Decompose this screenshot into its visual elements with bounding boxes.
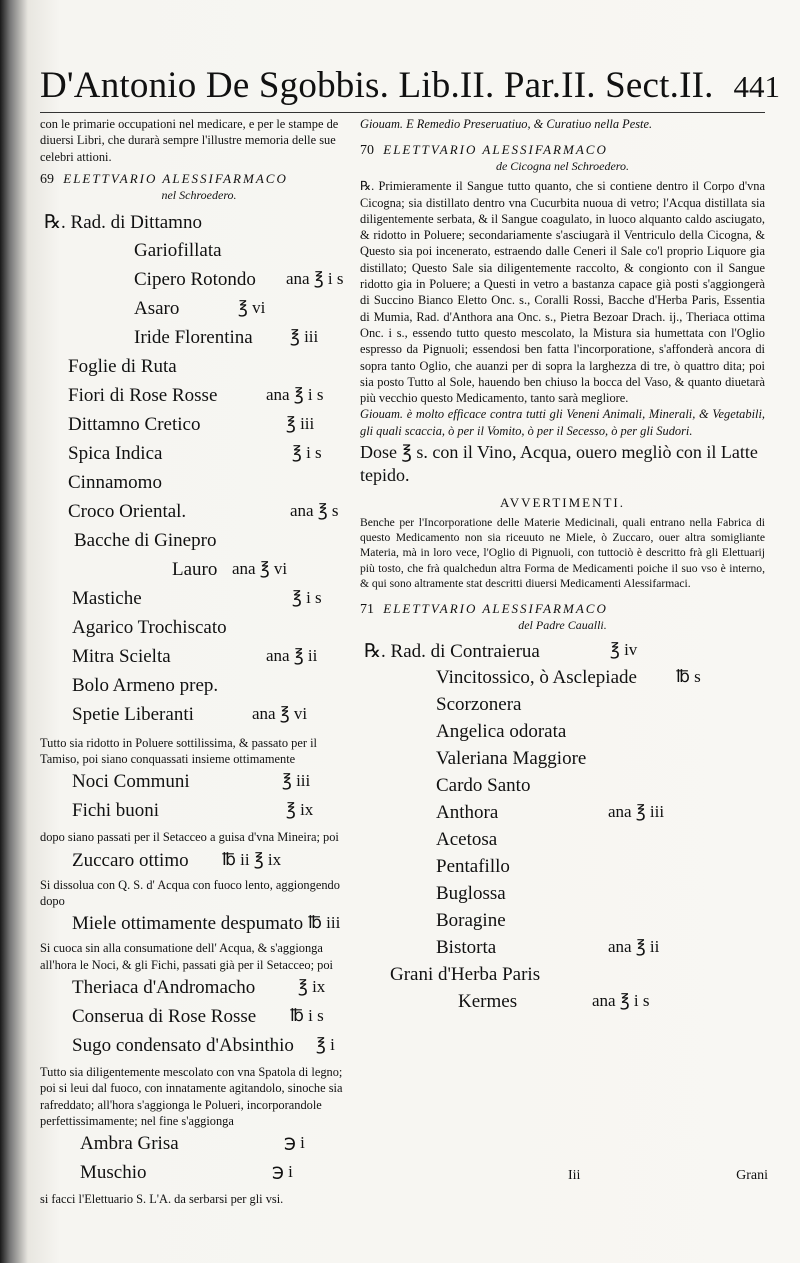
ingredient: Noci Communi [72, 771, 190, 793]
right-column [360, 116, 765, 1015]
section-subtitle: nel Schroedero. [161, 187, 237, 202]
section-subtitle: de Cicogna nel Schroedero. [495, 159, 630, 174]
recipe-list-1 [40, 207, 358, 729]
recipe-line [40, 352, 358, 381]
dose: ℥ iii [282, 771, 311, 791]
ingredient: Gariofillata [134, 239, 222, 261]
left-column [40, 116, 358, 1207]
ingredient: Zuccaro ottimo [72, 849, 189, 871]
procedure-text: ℞. Primieramente il Sangue tutto quanto, che si contiene dentro il Corpo d'vna Cicogna; sia distillato dentro vna Cucurbita nuoua di vetro; l'Acqua distillata sia diligentemente serbata, & il Sangue coagulato, in luoco alquanto caldo asciugato, & ridotto in Poluere; secondariamente s'asciugarà il Ventriculo della Cicogna, & Questo sia poi incenerato, estraendo dalle Ceneri il Sale co'l proprio Liquore gia distillato; Questo Sale sia diligentemente raccolto, & congionto con il Sangue ridotto gia in Poluere; a Questi in vetro a bastanza capace già posti s'aggiongerà di Succino Bianco Eletto Onc. s., Coralli Rossi, Bacche d'Herba Paris, Essentia di Mumia, Rad. d'Anthora ana Onc. s., Pietra Bezoar Drach. ij., Theriaca ottima Onc. i s., essendo tutto questo mescolato, la Mistura sia humettata con l'Oglio espresso da Pignuoli; essendosi ben fatta l'incorporatione, s'affonderà ancora di sopra tanto Oglio, che auanzi per di sopra la larghezza di tre, ò quattro dita; poi sia posto Tutto al Sole, hauendo ben chiuso la bocca del Vaso, & quanto diuetarà più vecchio questo Medicamento, tanto sarà megliore. [360, 179, 765, 406]
ingredient: Spetie Liberanti [72, 703, 194, 725]
ingredient: Sugo condensato d'Absinthio [72, 1034, 294, 1056]
dose: ana ℥ vi [252, 703, 308, 723]
instruction-text: Si cuoca sin alla consumatione dell' Acqua, & s'aggionga all'hora le Noci, & gli Fichi, passati già per il Setacceo; poi [40, 941, 333, 972]
recipe-line [40, 671, 358, 700]
recipe-line [40, 909, 358, 938]
section-number: 71 [360, 602, 374, 618]
recipe-line [360, 691, 765, 718]
dose: ℥ ix [298, 976, 326, 996]
recipe-line [40, 439, 358, 468]
recipe-line [360, 772, 765, 799]
recipe-line [40, 381, 358, 410]
dose: ℔ iii [308, 913, 341, 933]
recipe-line [360, 880, 765, 907]
dose: ℥ ix [286, 800, 314, 820]
instruction-text: Si dissolua con Q. S. d' Acqua con fuoco lento, aggiongendo dopo [40, 877, 340, 909]
recipe-line [40, 846, 358, 875]
recipe-line [40, 265, 358, 294]
ingredient: Anthora [436, 802, 499, 824]
recipe-line [360, 907, 765, 934]
ingredient: Vincitossico, ò Asclepiade [436, 667, 637, 689]
recipe-line [360, 799, 765, 826]
ingredient: Iride Florentina [134, 326, 253, 348]
dose: ana ℥ iii [608, 802, 665, 822]
ingredient: Acetosa [436, 829, 498, 851]
efficacy-text: Giouam. è molto efficace contra tutti gli Veneni Animali, Minerali, & Vegetabili, gli quali scaccia, ò per il Vomito, ò per il Secesso, ò per gli Sudori. [360, 407, 765, 438]
instruction-text: Tutto sia ridotto in Poluere sottilissima, & passato per il Tamiso, poi siano conquassati insieme ottimamente [40, 735, 317, 767]
ingredient: Pentafillo [436, 856, 510, 878]
ingredient: Cardo Santo [436, 775, 531, 797]
ingredient: Mitra Scielta [72, 645, 171, 667]
closing-text: si facci l'Elettuario S. L'A. da serbarsi per gli vsi. [40, 1192, 284, 1207]
dose: ana ℥ i s [266, 384, 324, 404]
dose-text: Dose ℥ s. con il Vino, Acqua, ouero megliò con il Latte tepido. [360, 442, 758, 486]
ingredient: Asaro [134, 297, 180, 319]
intro-text: Giouam. E Remedio Preseruatiuo, & Curatiuo nella Peste. [360, 117, 653, 131]
running-title: D'Antonio De Sgobbis. Lib.II. Par.II. Sect.II. [40, 65, 714, 106]
ingredient: ℞. Rad. di Dittamno [44, 211, 202, 233]
signature-mark: Iii [568, 1168, 581, 1183]
ingredient: Muschio [80, 1162, 147, 1184]
dose: ℥ i s [292, 587, 322, 607]
recipe-line [360, 853, 765, 880]
dose: ℥ iii [290, 326, 319, 346]
dose: ℔ s [676, 667, 701, 687]
ingredient: Grani d'Herba Paris [390, 964, 541, 986]
section-70-heading [360, 142, 765, 159]
recipe-line [40, 767, 358, 796]
dose: ana ℥ s [290, 500, 339, 520]
recipe-line [40, 294, 358, 323]
ingredient: Valeriana Maggiore [436, 748, 587, 770]
instruction-text: Tutto sia diligentemente mescolato con vna Spatola di legno; poi si leui dal fuoco, con innatamente agitandolo, sinoche sia rafreddato; all'hora s'aggionga le Polueri, incorporandole perfettissimamente; nel fine s'aggionga [40, 1064, 343, 1128]
dose: ana ℥ ii [266, 645, 318, 665]
ingredient: Cinnamomo [68, 471, 162, 493]
catchword: Grani [736, 1168, 768, 1183]
dose: ℈ i [272, 1162, 293, 1182]
dose: ℥ vi [238, 297, 266, 317]
recipe-line [360, 961, 765, 988]
recipe-line [40, 1158, 358, 1187]
recipe-line [40, 973, 358, 1002]
ingredient: Ambra Grisa [80, 1133, 179, 1155]
running-header [40, 64, 780, 107]
recipe-list-3 [360, 637, 765, 1015]
ingredient: ℞. Rad. di Contraierua [364, 641, 540, 663]
instruction-text: dopo siano passati per il Setacceo a guisa d'vna Mineira; poi [40, 830, 339, 845]
section-title: ELETTVARIO ALESSIFARMACO [383, 142, 608, 158]
page-number: 441 [733, 69, 780, 104]
recipe-line [360, 718, 765, 745]
page-footer [568, 1168, 768, 1184]
recipe-line [40, 236, 358, 265]
ingredient: Conserua di Rose Rosse [72, 1005, 257, 1027]
section-number: 70 [360, 143, 374, 159]
ingredient: Bacche di Ginepro [74, 529, 217, 551]
dose: ℥ iii [286, 413, 315, 433]
section-number: 69 [40, 171, 54, 187]
section-subtitle: del Padre Caualli. [518, 618, 607, 633]
section-71-heading [360, 601, 765, 618]
recipe-line [40, 497, 358, 526]
ingredient: Fiori di Rose Rosse [68, 384, 218, 406]
recipe-line [40, 1129, 358, 1158]
dose: ana ℥ i s [592, 991, 650, 1011]
ingredient: Agarico Trochiscato [72, 616, 227, 638]
dose: ana ℥ ii [608, 937, 660, 957]
dose: ℔ i s [290, 1005, 324, 1025]
recipe-line [360, 988, 765, 1015]
recipe-line [360, 664, 765, 691]
recipe-line [40, 642, 358, 671]
ingredient: Mastiche [72, 587, 142, 609]
recipe-line [40, 410, 358, 439]
ingredient: Foglie di Ruta [68, 355, 177, 377]
recipe-line [40, 207, 358, 236]
recipe-line [40, 555, 358, 584]
ingredient: Croco Oriental. [68, 500, 187, 522]
dose: ana ℥ vi [232, 558, 288, 578]
recipe-line [40, 526, 358, 555]
ingredient: Miele ottimamente despumato [72, 913, 304, 935]
recipe-line [40, 584, 358, 613]
dose: ℥ iv [610, 640, 638, 660]
header-rule [40, 112, 765, 113]
ingredient: Theriaca d'Andromacho [72, 976, 256, 998]
avvertimenti-text: Benche per l'Incorporatione delle Materie Medicinali, quali entrano nella Fabrica di questo Medicamento non sia riceuuto ne Miele, ò Zuccaro, ouer altra somigliante Materia, mà in loro vece, l'Oglio di Pignuoli, con tuttociò è descritto frà gli Elettuarij più tosto, che frà qualchedun altra Forma de Medicamenti poiche il suo vso è interno, & qui sono altramente stat descritti diuersi Medicamenti Alessifarmaci. [360, 516, 765, 590]
ingredient: Bistorta [436, 937, 497, 959]
recipe-line [40, 468, 358, 497]
section-69-heading [40, 171, 358, 188]
ingredient: Cipero Rotondo [134, 268, 256, 290]
ingredient: Dittamno Cretico [68, 413, 201, 435]
avvertimenti-heading: AVVERTIMENTI. [500, 495, 625, 511]
intro-text: con le primarie occupationi nel medicare, e per le stampe de diuersi Libri, che durarà sempre l'illustre memoria delle sue celebri attioni. [40, 117, 339, 164]
recipe-line [40, 323, 358, 352]
recipe-line [360, 934, 765, 961]
recipe-line [40, 700, 358, 729]
ingredient: Boragine [436, 910, 506, 932]
ingredient: Buglossa [436, 883, 506, 905]
recipe-line [40, 1002, 358, 1031]
recipe-line [40, 1031, 358, 1060]
recipe-line [40, 613, 358, 642]
recipe-line [360, 637, 765, 664]
section-title: ELETTVARIO ALESSIFARMACO [383, 601, 608, 617]
ingredient: Bolo Armeno prep. [72, 674, 219, 696]
recipe-line [40, 796, 358, 825]
recipe-line [360, 826, 765, 853]
ingredient: Angelica odorata [436, 721, 567, 743]
ingredient: Scorzonera [436, 694, 522, 716]
ingredient: Kermes [458, 991, 518, 1013]
dose: ana ℥ i s [286, 268, 344, 288]
dose: ℥ i [316, 1034, 335, 1054]
ingredient: Spica Indica [68, 442, 163, 464]
ingredient: Fichi buoni [72, 800, 160, 822]
ingredient: Lauro [172, 558, 218, 580]
section-title: ELETTVARIO ALESSIFARMACO [63, 170, 288, 186]
recipe-line [360, 745, 765, 772]
dose: ℥ i s [292, 442, 322, 462]
dose: ℈ i [284, 1133, 305, 1153]
dose: ℔ ii ℥ ix [222, 849, 282, 869]
